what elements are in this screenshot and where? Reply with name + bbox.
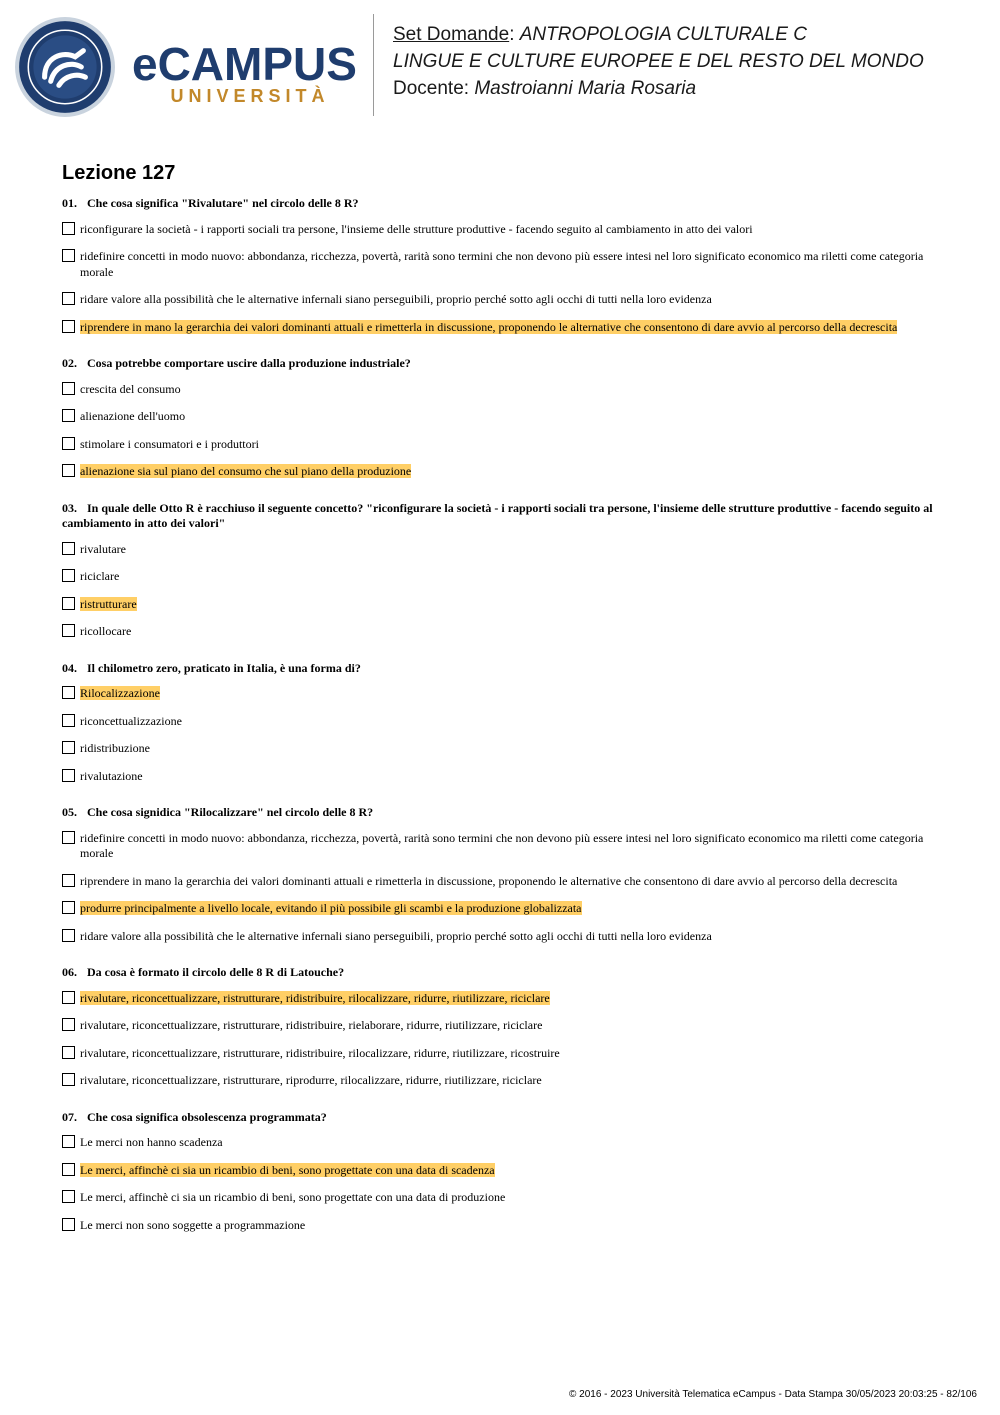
- question-text: [62, 805, 937, 821]
- answer-text: crescita del consumo: [80, 381, 181, 396]
- question-number: 05.: [62, 805, 77, 819]
- question-label: Che cosa significa obsolescenza programmata?: [87, 1109, 327, 1124]
- question-5: [62, 805, 937, 944]
- checkbox-icon[interactable]: [62, 769, 75, 782]
- correct-answer-text: produrre principalmente a livello locale, evitando il più possibile gli scambi e la produzione globalizzata: [80, 901, 582, 915]
- logo-text: eCAMPUS: [132, 38, 357, 88]
- question-number: 01.: [62, 196, 77, 210]
- answer-text: riconcettualizzazione: [80, 713, 182, 728]
- answer-option[interactable]: [62, 769, 937, 785]
- checkbox-icon[interactable]: [62, 542, 75, 555]
- page-footer: © 2016 - 2023 Università Telematica eCampus - Data Stampa 30/05/2023 20:03:25 - 82/106: [569, 1389, 977, 1400]
- checkbox-icon[interactable]: [62, 874, 75, 887]
- checkbox-icon[interactable]: [62, 991, 75, 1004]
- checkbox-icon[interactable]: [62, 714, 75, 727]
- question-4: [62, 661, 937, 785]
- answer-text: rivalutazione: [80, 768, 143, 783]
- page-header: [0, 0, 1000, 130]
- checkbox-icon[interactable]: [62, 249, 75, 262]
- answer-option[interactable]: [62, 409, 937, 425]
- answer-text: rivalutare, riconcettualizzare, ristrutturare, ridistribuire, rielaborare, ridurre, riutilizzare, riciclare: [80, 1018, 543, 1032]
- answer-option[interactable]: [62, 569, 937, 585]
- checkbox-icon[interactable]: [62, 222, 75, 235]
- question-label: Il chilometro zero, praticato in Italia, è una forma di?: [87, 660, 361, 675]
- answer-text: ridistribuzione: [80, 741, 150, 755]
- checkbox-icon[interactable]: [62, 1135, 75, 1148]
- checkbox-icon[interactable]: [62, 624, 75, 637]
- question-3: [62, 501, 937, 640]
- answer-text: ricollocare: [80, 624, 132, 638]
- answer-option[interactable]: [62, 1073, 937, 1089]
- correct-answer-text: riprendere in mano la gerarchia dei valori dominanti attuali e rimetterla in discussione, proponendo le alternative che consentono di dare avvio al percorso della decrescita: [80, 319, 898, 334]
- correct-answer-text: Le merci, affinchè ci sia un ricambio di beni, sono progettate con una data di scadenza: [80, 1162, 495, 1177]
- answer-option[interactable]: [62, 991, 937, 1007]
- answer-text: Le merci, affinchè ci sia un ricambio di beni, sono progettate con una data di produzione: [80, 1190, 506, 1204]
- answer-text: riconfigurare la società - i rapporti sociali tra persone, l'insieme delle strutture produttive - facendo seguito al cambiamento in atto dei valori: [80, 221, 753, 236]
- ecampus-wordmark: [132, 38, 357, 88]
- checkbox-icon[interactable]: [62, 929, 75, 942]
- question-1: [62, 196, 937, 335]
- answer-text: Le merci non sono soggette a programmazione: [80, 1217, 306, 1232]
- correct-answer-text: ristrutturare: [80, 596, 137, 611]
- answer-text: rivalutare, riconcettualizzare, ristrutturare, ridistribuire, rilocalizzare, ridurre, riutilizzare, ricostruire: [80, 1045, 560, 1060]
- question-text: [62, 1110, 937, 1126]
- answer-option[interactable]: [62, 831, 937, 862]
- answer-option[interactable]: [62, 741, 937, 757]
- question-number: 04.: [62, 660, 77, 675]
- checkbox-icon[interactable]: [62, 464, 75, 477]
- checkbox-icon[interactable]: [62, 409, 75, 422]
- answer-option[interactable]: [62, 1218, 937, 1234]
- checkbox-icon[interactable]: [62, 597, 75, 610]
- answer-option[interactable]: [62, 686, 937, 702]
- teacher-line: Docente: Mastroianni Maria Rosaria: [393, 78, 697, 99]
- question-number: 07.: [62, 1109, 77, 1124]
- checkbox-icon[interactable]: [62, 292, 75, 305]
- question-text: [62, 661, 937, 677]
- answer-text: alienazione dell'uomo: [80, 409, 186, 423]
- checkbox-icon[interactable]: [62, 686, 75, 699]
- question-number: 03.: [62, 500, 77, 515]
- header-divider: [373, 14, 374, 116]
- answer-option[interactable]: [62, 542, 937, 558]
- checkbox-icon[interactable]: [62, 1046, 75, 1059]
- checkbox-icon[interactable]: [62, 1073, 75, 1086]
- set-label: Set Domande: [393, 24, 510, 45]
- answer-option[interactable]: [62, 464, 937, 480]
- answer-text: stimolare i consumatori e i produttori: [80, 436, 259, 451]
- checkbox-icon[interactable]: [62, 831, 75, 844]
- answer-option[interactable]: [62, 320, 937, 336]
- checkbox-icon[interactable]: [62, 741, 75, 754]
- answer-text: rivalutare: [80, 541, 126, 556]
- checkbox-icon[interactable]: [62, 569, 75, 582]
- answer-text: Le merci non hanno scadenza: [80, 1135, 223, 1149]
- program-name: LINGUE E CULTURE EUROPEE E DEL RESTO DEL MONDO: [393, 51, 924, 72]
- answer-option[interactable]: [62, 874, 937, 890]
- answer-option[interactable]: [62, 1046, 937, 1062]
- answer-option[interactable]: [62, 292, 937, 308]
- answer-text: ridefinire concetti in modo nuovo: abbondanza, ricchezza, povertà, rarità sono termini che non devono più essere intesi nel loro significato economico ma riletti come categoria morale: [80, 830, 924, 860]
- checkbox-icon[interactable]: [62, 320, 75, 333]
- lesson-title: Lezione 127: [62, 162, 176, 184]
- question-text: [62, 501, 937, 532]
- correct-answer-text: alienazione sia sul piano del consumo che sul piano della produzione: [80, 464, 412, 478]
- answer-option[interactable]: [62, 1135, 937, 1151]
- question-text: [62, 196, 937, 212]
- answer-option[interactable]: [62, 222, 937, 238]
- answer-text: rivalutare, riconcettualizzare, ristrutturare, riprodurre, rilocalizzare, ridurre, riutilizzare, riciclare: [80, 1073, 542, 1087]
- course-info: [393, 21, 983, 102]
- answer-option[interactable]: [62, 249, 937, 280]
- answer-option[interactable]: [62, 1163, 937, 1179]
- answer-option[interactable]: [62, 437, 937, 453]
- question-6: [62, 965, 937, 1089]
- question-label: Che cosa significa "Rivalutare" nel circolo delle 8 R?: [87, 196, 359, 210]
- answer-option[interactable]: [62, 714, 937, 730]
- checkbox-icon[interactable]: [62, 437, 75, 450]
- university-seal-logo: [14, 16, 116, 118]
- question-2: [62, 356, 937, 480]
- checkbox-icon[interactable]: [62, 1018, 75, 1031]
- answer-option[interactable]: [62, 597, 937, 613]
- question-label: Cosa potrebbe comportare uscire dalla produzione industriale?: [87, 356, 411, 370]
- question-text: [62, 965, 937, 981]
- checkbox-icon[interactable]: [62, 901, 75, 914]
- question-7: [62, 1110, 937, 1234]
- answer-text: ridare valore alla possibilità che le alternative infernali siano perseguibili, proprio perché sotto agli occhi di tutti nella loro evidenza: [80, 292, 712, 306]
- checkbox-icon[interactable]: [62, 1218, 75, 1231]
- question-number: 06.: [62, 965, 77, 979]
- logo-subtitle: UNIVERSITÀ: [170, 86, 330, 106]
- correct-answer-text: rivalutare, riconcettualizzare, ristrutturare, ridistribuire, rilocalizzare, ridurre, riutilizzare, riciclare: [80, 990, 550, 1005]
- question-label: In quale delle Otto R è racchiuso il seguente concetto? "riconfigurare la società - i rapporti sociali tra persone, l'insieme delle strutture produttive - facendo seguito al cambiamento in atto dei valori": [62, 500, 933, 530]
- program-line: [393, 48, 983, 75]
- question-number: 02.: [62, 356, 77, 370]
- correct-answer-text: Rilocalizzazione: [80, 686, 160, 700]
- answer-option[interactable]: [62, 624, 937, 640]
- answer-text: ridefinire concetti in modo nuovo: abbondanza, ricchezza, povertà, rarità sono termini che non devono più essere intesi nel loro significato economico ma riletti come categoria morale: [80, 249, 924, 279]
- question-label: Da cosa è formato il circolo delle 8 R di Latouche?: [87, 965, 345, 979]
- course-line: Set Domande: ANTROPOLOGIA CULTURALE C: [393, 24, 807, 45]
- answer-text: ridare valore alla possibilità che le alternative infernali siano perseguibili, proprio perché sotto agli occhi di tutti nella loro evidenza: [80, 928, 712, 943]
- question-list: [62, 196, 937, 1254]
- answer-option[interactable]: [62, 382, 937, 398]
- checkbox-icon[interactable]: [62, 382, 75, 395]
- question-label: Che cosa signidica "Rilocalizzare" nel circolo delle 8 R?: [87, 805, 374, 819]
- teacher-label: Docente: [393, 78, 464, 99]
- answer-option[interactable]: [62, 929, 937, 945]
- question-text: [62, 356, 937, 372]
- course-name: ANTROPOLOGIA CULTURALE C: [519, 24, 807, 45]
- answer-text: riprendere in mano la gerarchia dei valori dominanti attuali e rimetterla in discussione, proponendo le alternative che consentono di dare avvio al percorso della decrescita: [80, 873, 898, 888]
- checkbox-icon[interactable]: [62, 1163, 75, 1176]
- answer-option[interactable]: [62, 901, 937, 917]
- teacher-name: Mastroianni Maria Rosaria: [474, 78, 697, 99]
- answer-option[interactable]: [62, 1190, 937, 1206]
- answer-option[interactable]: [62, 1018, 937, 1034]
- checkbox-icon[interactable]: [62, 1190, 75, 1203]
- answer-text: riciclare: [80, 569, 120, 583]
